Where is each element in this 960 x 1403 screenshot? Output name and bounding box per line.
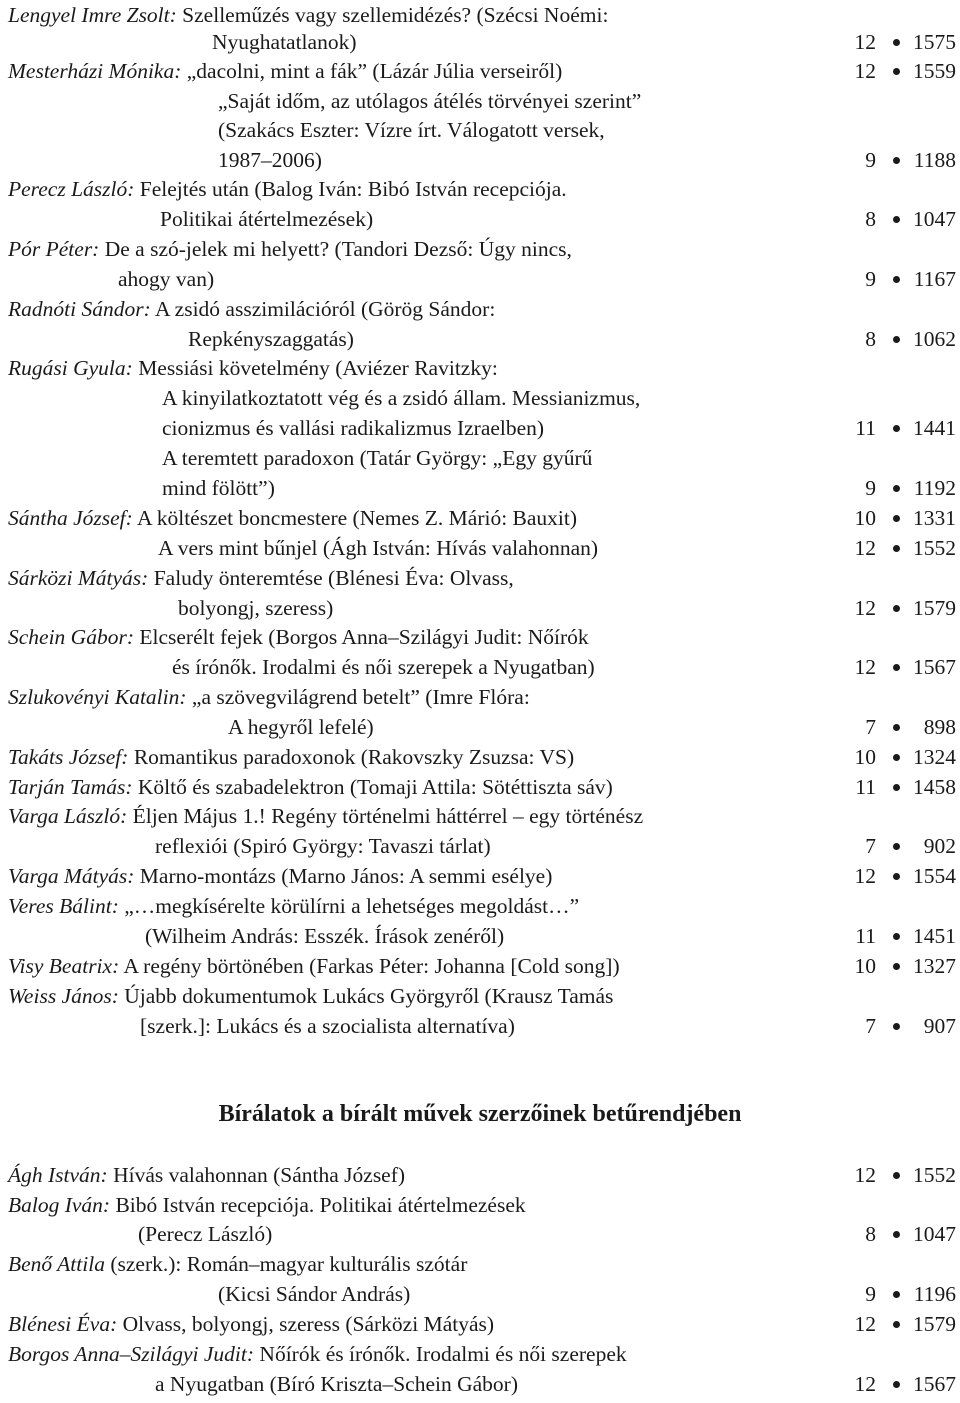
page-number: 907	[923, 1014, 956, 1038]
issue-page-ref	[836, 712, 956, 742]
section-heading: Bírálatok a bírált művek szerzőinek betűrendjében	[218, 1101, 742, 1127]
issue-page-ref	[836, 204, 956, 234]
issue-number: 11	[855, 416, 876, 440]
index-entry	[0, 622, 960, 652]
index-entry	[0, 503, 960, 533]
issue-page-ref	[836, 56, 956, 86]
index-entry	[0, 652, 960, 682]
issue-number: 9	[865, 476, 876, 500]
bullet-icon	[893, 1231, 900, 1238]
entry-title: Messiási követelmény (Aviézer Ravitzky:	[138, 356, 498, 380]
bullet-icon	[893, 873, 900, 880]
index-entry	[0, 801, 960, 831]
page-number: 902	[923, 834, 956, 858]
page-number: 1331	[913, 506, 956, 530]
issue-number: 9	[865, 148, 876, 172]
page-number: 1579	[913, 596, 956, 620]
issue-number: 10	[854, 745, 876, 769]
entry-title: Hívás valahonnan (Sántha József)	[113, 1163, 406, 1187]
entry-author: Weiss János:	[8, 984, 119, 1008]
entry-title: A hegyről lefelé)	[228, 715, 374, 739]
index-entry	[0, 234, 960, 264]
entry-author: Veres Bálint:	[8, 894, 119, 918]
issue-page-ref	[836, 1160, 956, 1190]
entry-author: Varga László:	[8, 804, 128, 828]
index-entry	[0, 145, 960, 175]
entry-title: Repkényszaggatás)	[188, 327, 354, 351]
index-entry	[0, 115, 960, 145]
page-number: 1579	[913, 1312, 956, 1336]
page-number: 1458	[913, 775, 956, 799]
index-entry	[0, 174, 960, 204]
entry-author: Szlukovényi Katalin:	[8, 685, 187, 709]
index-entry	[0, 1369, 960, 1399]
entry-author: Takáts József:	[8, 745, 129, 769]
entry-author: Benő Attila	[8, 1252, 105, 1276]
entry-title: cionizmus és vallási radikalizmus Izraelben)	[162, 416, 545, 440]
entry-title: ahogy van)	[118, 267, 215, 291]
bullet-icon	[893, 1381, 900, 1388]
index-entry	[0, 27, 960, 57]
entry-author: Schein Gábor:	[8, 625, 134, 649]
index-entry	[0, 473, 960, 503]
index-entry	[0, 1160, 960, 1190]
bullet-icon	[893, 1172, 900, 1179]
entry-title: „Saját időm, az utólagos átélés törvényei szerint”	[218, 89, 642, 113]
entry-title: Marno-montázs (Marno János: A semmi esélye)	[139, 864, 553, 888]
index-entry	[0, 712, 960, 742]
issue-number: 12	[854, 1163, 876, 1187]
entry-title: De a szó-jelek mi helyett? (Tandori Dezső: Úgy nincs,	[104, 237, 572, 261]
entry-title: A kinyilatkoztatott vég és a zsidó állam. Messianizmus,	[162, 386, 641, 410]
page-number: 1188	[913, 148, 956, 172]
entry-author: Rugási Gyula:	[8, 356, 133, 380]
issue-number: 7	[865, 834, 876, 858]
issue-page-ref	[836, 921, 956, 951]
issue-number: 12	[854, 1372, 876, 1396]
entry-title: Nyughatatlanok)	[212, 30, 357, 54]
issue-page-ref	[836, 1279, 956, 1309]
entry-author: Borgos Anna–Szilágyi Judit:	[8, 1342, 255, 1366]
entry-title: Költő és szabadelektron (Tomaji Attila: Sötéttiszta sáv)	[137, 775, 613, 799]
entry-title: A teremtett paradoxon (Tatár György: „Egy gyűrű	[162, 446, 593, 470]
entry-title: Olvass, bolyongj, szeress (Sárközi Mátyás)	[122, 1312, 495, 1336]
index-entry	[0, 1309, 960, 1339]
bullet-icon	[893, 545, 900, 552]
entry-author: Sántha József:	[8, 506, 133, 530]
index-entry	[0, 861, 960, 891]
entry-title: (Perecz László)	[138, 1222, 273, 1246]
issue-page-ref	[836, 772, 956, 802]
bullet-icon	[893, 68, 900, 75]
entry-title: a Nyugatban (Bíró Kriszta–Schein Gábor)	[155, 1372, 519, 1396]
page-number: 1567	[913, 655, 956, 679]
entry-title: „a szövegvilágrend betelt” (Imre Flóra:	[191, 685, 530, 709]
index-entry	[0, 742, 960, 772]
index-entry	[0, 324, 960, 354]
bullet-icon	[893, 605, 900, 612]
issue-page-ref	[836, 264, 956, 294]
page-number: 1192	[913, 476, 956, 500]
entry-title: Felejtés után (Balog Iván: Bibó István recepciója.	[139, 177, 567, 201]
issue-page-ref	[836, 652, 956, 682]
bullet-icon	[893, 784, 900, 791]
page-number: 1567	[913, 1372, 956, 1396]
issue-number: 12	[854, 655, 876, 679]
issue-page-ref	[836, 742, 956, 772]
index-entry	[0, 921, 960, 951]
index-entry	[0, 1190, 960, 1220]
page-number: 1554	[913, 864, 956, 888]
bullet-icon	[893, 724, 900, 731]
entry-title: Éljen Május 1.! Regény történelmi háttérrel – egy történész	[132, 804, 644, 828]
issue-page-ref	[836, 861, 956, 891]
bullet-icon	[893, 664, 900, 671]
entry-title: mind fölött”)	[162, 476, 275, 500]
entry-title: A vers mint bűnjel (Ágh István: Hívás valahonnan)	[158, 536, 599, 560]
issue-number: 11	[855, 924, 876, 948]
bullet-icon	[893, 963, 900, 970]
entry-title: (Wilheim András: Esszék. Írások zenéről)	[145, 924, 505, 948]
issue-number: 7	[865, 1014, 876, 1038]
entry-title: Romantikus paradoxonok (Rakovszky Zsuzsa: VS)	[133, 745, 575, 769]
entry-author: Pór Péter:	[8, 237, 100, 261]
bullet-icon	[893, 754, 900, 761]
issue-number: 12	[854, 864, 876, 888]
entry-title: A költészet boncmestere (Nemes Z. Márió: Bauxit)	[137, 506, 578, 530]
issue-page-ref	[836, 1219, 956, 1249]
index-entry	[0, 1249, 960, 1279]
issue-number: 8	[865, 207, 876, 231]
index-entry	[0, 682, 960, 712]
issue-number: 12	[854, 596, 876, 620]
page-number: 1559	[913, 59, 956, 83]
page-number: 1327	[913, 954, 956, 978]
index-entry	[0, 264, 960, 294]
page-number: 1441	[913, 416, 956, 440]
bullet-icon	[893, 157, 900, 164]
entry-title: Újabb dokumentumok Lukács Györgyről (Krausz Tamás	[124, 984, 614, 1008]
index-entry	[0, 533, 960, 563]
entry-author: Tarján Tamás:	[8, 775, 133, 799]
entry-title: (Kicsi Sándor András)	[218, 1282, 411, 1306]
issue-page-ref	[836, 1309, 956, 1339]
index-entry	[0, 383, 960, 413]
issue-number: 11	[855, 775, 876, 799]
bullet-icon	[893, 1321, 900, 1328]
entry-title: [szerk.]: Lukács és a szocialista alternatíva)	[140, 1014, 515, 1038]
issue-page-ref	[836, 831, 956, 861]
index-entry	[0, 772, 960, 802]
index-entry	[0, 1339, 960, 1369]
issue-page-ref	[836, 951, 956, 981]
page-number: 1552	[913, 536, 956, 560]
issue-number: 12	[854, 1312, 876, 1336]
page-number: 1047	[913, 207, 956, 231]
entry-author: Perecz László:	[8, 177, 135, 201]
entry-title: A regény börtönében (Farkas Péter: Johanna [Cold song])	[123, 954, 620, 978]
issue-number: 10	[854, 506, 876, 530]
entry-author: Mesterházi Mónika:	[8, 59, 182, 83]
page-number: 1167	[913, 267, 956, 291]
index-entry	[0, 294, 960, 324]
entry-author: Ágh István:	[8, 1163, 108, 1187]
issue-page-ref	[836, 1369, 956, 1399]
issue-number: 7	[865, 715, 876, 739]
bullet-icon	[893, 485, 900, 492]
entry-title: A zsidó asszimilációról (Görög Sándor:	[154, 297, 496, 321]
bullet-icon	[893, 336, 900, 343]
issue-page-ref	[836, 324, 956, 354]
issue-number: 12	[854, 536, 876, 560]
entry-author: Lengyel Imre Zsolt:	[8, 3, 177, 27]
index-entry	[0, 353, 960, 383]
entry-author: Varga Mátyás:	[8, 864, 135, 888]
issue-number: 12	[854, 59, 876, 83]
entry-author: Visy Beatrix:	[8, 954, 120, 978]
entry-title: Szelleműzés vagy szellemidézés? (Szécsi Noémi:	[182, 3, 609, 27]
index-entry	[0, 831, 960, 861]
index-entry	[0, 1011, 960, 1041]
entry-author: Blénesi Éva:	[8, 1312, 118, 1336]
entry-title: Nőírók és írónők. Irodalmi és női szerepek	[259, 1342, 627, 1366]
bullet-icon	[893, 425, 900, 432]
bullet-icon	[893, 216, 900, 223]
page-number: 898	[923, 715, 956, 739]
issue-page-ref	[836, 145, 956, 175]
index-entry	[0, 951, 960, 981]
issue-page-ref	[836, 593, 956, 623]
entry-title: (Szakács Eszter: Vízre írt. Válogatott versek,	[218, 118, 605, 142]
issue-number: 12	[854, 30, 876, 54]
page-number: 1324	[913, 745, 956, 769]
page-number: 1062	[913, 327, 956, 351]
entry-title: bolyongj, szeress)	[178, 596, 334, 620]
bullet-icon	[893, 843, 900, 850]
index-entry	[0, 0, 960, 30]
entry-title: és írónők. Irodalmi és női szerepek a Nyugatban)	[172, 655, 595, 679]
entry-title: „dacolni, mint a fák” (Lázár Júlia verseiről)	[186, 59, 563, 83]
bullet-icon	[893, 933, 900, 940]
index-entry	[0, 443, 960, 473]
bullet-icon	[893, 276, 900, 283]
entry-author: Balog Iván:	[8, 1193, 111, 1217]
issue-number: 9	[865, 1282, 876, 1306]
issue-number: 10	[854, 954, 876, 978]
bullet-icon	[893, 1023, 900, 1030]
issue-page-ref	[836, 1011, 956, 1041]
index-entry	[0, 56, 960, 86]
issue-number: 8	[865, 1222, 876, 1246]
issue-page-ref	[836, 413, 956, 443]
index-entry	[0, 1279, 960, 1309]
page-number: 1552	[913, 1163, 956, 1187]
page-number: 1451	[913, 924, 956, 948]
entry-author: Radnóti Sándor:	[8, 297, 151, 321]
bullet-icon	[893, 1291, 900, 1298]
entry-title: Politikai átértelmezések)	[160, 207, 374, 231]
issue-page-ref	[836, 473, 956, 503]
entry-author: Sárközi Mátyás:	[8, 566, 149, 590]
page-number: 1047	[913, 1222, 956, 1246]
bullet-icon	[893, 515, 900, 522]
index-entry	[0, 563, 960, 593]
entry-title: reflexiói (Spiró György: Tavaszi tárlat)	[155, 834, 491, 858]
bullet-icon	[893, 39, 900, 46]
index-entry	[0, 204, 960, 234]
entry-title: (szerk.): Román–magyar kulturális szótár	[110, 1252, 468, 1276]
index-entry	[0, 981, 960, 1011]
entry-title: Faludy önteremtése (Blénesi Éva: Olvass,	[153, 566, 514, 590]
index-entry	[0, 593, 960, 623]
index-entry	[0, 86, 960, 116]
issue-number: 9	[865, 267, 876, 291]
entry-title: 1987–2006)	[218, 148, 322, 172]
entry-title: „…megkísérelte körülírni a lehetséges megoldást…”	[124, 894, 580, 918]
entry-title: Bibó István recepciója. Politikai átértelmezések	[115, 1193, 526, 1217]
issue-page-ref	[836, 27, 956, 57]
index-entry	[0, 1219, 960, 1249]
page-number: 1196	[913, 1282, 956, 1306]
index-entry	[0, 891, 960, 921]
issue-page-ref	[836, 533, 956, 563]
issue-page-ref	[836, 503, 956, 533]
entry-title: Elcserélt fejek (Borgos Anna–Szilágyi Judit: Nőírók	[139, 625, 589, 649]
page-number: 1575	[913, 30, 956, 54]
index-entry	[0, 413, 960, 443]
issue-number: 8	[865, 327, 876, 351]
